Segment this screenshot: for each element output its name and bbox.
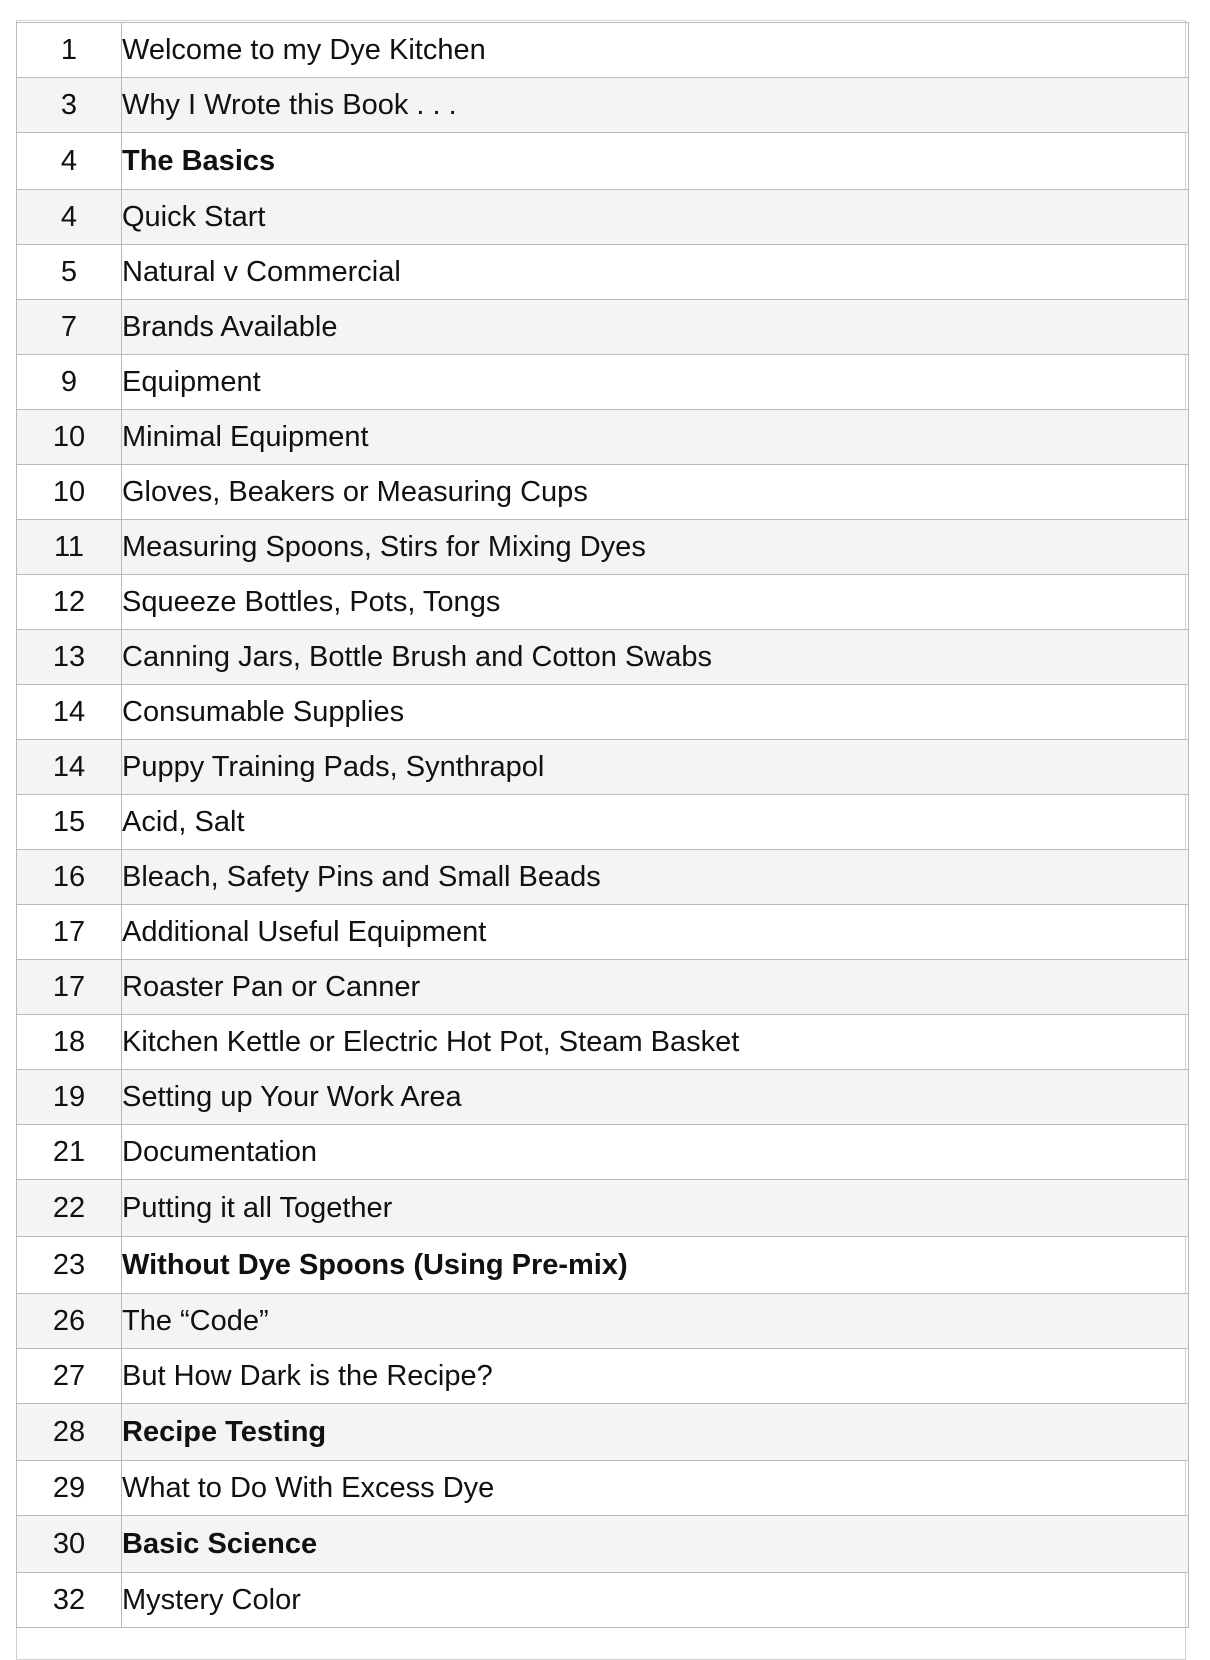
- table-of-contents: [16, 22, 1189, 1628]
- toc-row: [17, 685, 1189, 740]
- toc-entry-title: Minimal Equipment: [122, 410, 1189, 465]
- toc-page-number: 10: [17, 410, 122, 465]
- toc-row: [17, 465, 1189, 520]
- toc-entry-title: Measuring Spoons, Stirs for Mixing Dyes: [122, 520, 1189, 575]
- toc-page-number: 17: [17, 905, 122, 960]
- toc-row: [17, 1404, 1189, 1461]
- toc-page-number: 19: [17, 1070, 122, 1125]
- toc-page-number: 28: [17, 1404, 122, 1461]
- toc-page-number: 27: [17, 1349, 122, 1404]
- toc-section-heading: The Basics: [122, 133, 1189, 190]
- toc-row: [17, 23, 1189, 78]
- toc-entry-title: Acid, Salt: [122, 795, 1189, 850]
- toc-page-number: 5: [17, 245, 122, 300]
- toc-page-number: 15: [17, 795, 122, 850]
- toc-row: [17, 78, 1189, 133]
- toc-entry-title: Setting up Your Work Area: [122, 1070, 1189, 1125]
- toc-entry-title: Roaster Pan or Canner: [122, 960, 1189, 1015]
- toc-entry-title: Equipment: [122, 355, 1189, 410]
- toc-entry-title: Kitchen Kettle or Electric Hot Pot, Steam Basket: [122, 1015, 1189, 1070]
- toc-entry-title: Why I Wrote this Book . . .: [122, 78, 1189, 133]
- toc-page-number: 7: [17, 300, 122, 355]
- toc-entry-title: Canning Jars, Bottle Brush and Cotton Swabs: [122, 630, 1189, 685]
- toc-page-number: 23: [17, 1237, 122, 1294]
- toc-page-number: 4: [17, 190, 122, 245]
- toc-page-number: 26: [17, 1294, 122, 1349]
- toc-row: [17, 1070, 1189, 1125]
- toc-page-number: 32: [17, 1573, 122, 1628]
- toc-page-number: 30: [17, 1516, 122, 1573]
- toc-page-number: 16: [17, 850, 122, 905]
- toc-page-number: 11: [17, 520, 122, 575]
- toc-entry-title: Welcome to my Dye Kitchen: [122, 23, 1189, 78]
- toc-row: [17, 190, 1189, 245]
- toc-row: [17, 740, 1189, 795]
- toc-page-number: 21: [17, 1125, 122, 1180]
- toc-row: [17, 355, 1189, 410]
- toc-row: [17, 300, 1189, 355]
- toc-entry-title: Documentation: [122, 1125, 1189, 1180]
- toc-row: [17, 630, 1189, 685]
- toc-page-number: 3: [17, 78, 122, 133]
- toc-row: [17, 1573, 1189, 1628]
- toc-row: [17, 1015, 1189, 1070]
- toc-page-number: 10: [17, 465, 122, 520]
- toc-section-heading: Basic Science: [122, 1516, 1189, 1573]
- toc-entry-title: Mystery Color: [122, 1573, 1189, 1628]
- toc-row: [17, 850, 1189, 905]
- toc-entry-title: The “Code”: [122, 1294, 1189, 1349]
- toc-entry-title: Squeeze Bottles, Pots, Tongs: [122, 575, 1189, 630]
- toc-entry-title: Brands Available: [122, 300, 1189, 355]
- toc-entry-title: Gloves, Beakers or Measuring Cups: [122, 465, 1189, 520]
- toc-entry-title: Consumable Supplies: [122, 685, 1189, 740]
- toc-section-heading: Recipe Testing: [122, 1404, 1189, 1461]
- toc-row: [17, 795, 1189, 850]
- toc-row: [17, 1237, 1189, 1294]
- toc-page-number: 17: [17, 960, 122, 1015]
- toc-row: [17, 1294, 1189, 1349]
- toc-page-number: 14: [17, 740, 122, 795]
- toc-entry-title: Quick Start: [122, 190, 1189, 245]
- toc-page-number: 9: [17, 355, 122, 410]
- toc-row: [17, 133, 1189, 190]
- toc-section-heading: Without Dye Spoons (Using Pre-mix): [122, 1237, 1189, 1294]
- toc-page-number: 12: [17, 575, 122, 630]
- toc-row: [17, 1461, 1189, 1516]
- toc-row: [17, 520, 1189, 575]
- toc-entry-title: Puppy Training Pads, Synthrapol: [122, 740, 1189, 795]
- toc-page-number: 18: [17, 1015, 122, 1070]
- toc-row: [17, 410, 1189, 465]
- toc-page-number: 29: [17, 1461, 122, 1516]
- toc-row: [17, 1516, 1189, 1573]
- toc-row: [17, 1125, 1189, 1180]
- toc-page-number: 14: [17, 685, 122, 740]
- toc-row: [17, 960, 1189, 1015]
- toc-row: [17, 575, 1189, 630]
- toc-row: [17, 1349, 1189, 1404]
- toc-row: [17, 245, 1189, 300]
- toc-entry-title: Putting it all Together: [122, 1180, 1189, 1237]
- toc-page-number: 13: [17, 630, 122, 685]
- toc-entry-title: Natural v Commercial: [122, 245, 1189, 300]
- toc-entry-title: What to Do With Excess Dye: [122, 1461, 1189, 1516]
- toc-page-number: 22: [17, 1180, 122, 1237]
- toc-page-number: 1: [17, 23, 122, 78]
- toc-entry-title: Additional Useful Equipment: [122, 905, 1189, 960]
- toc-entry-title: But How Dark is the Recipe?: [122, 1349, 1189, 1404]
- toc-page-number: 4: [17, 133, 122, 190]
- toc-entry-title: Bleach, Safety Pins and Small Beads: [122, 850, 1189, 905]
- toc-row: [17, 1180, 1189, 1237]
- toc-row: [17, 905, 1189, 960]
